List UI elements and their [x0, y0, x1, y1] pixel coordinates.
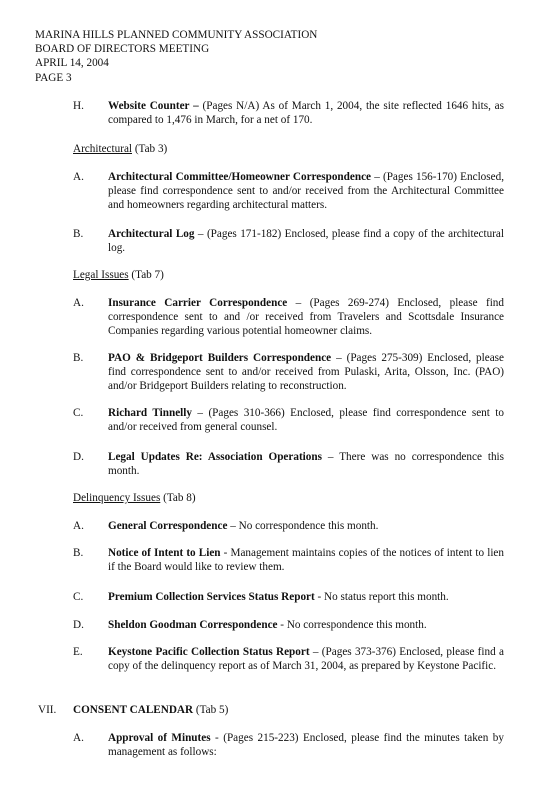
- item-text: (Pages N/A) As of March 1, 2004, the site reflected 1646 hits, as compared to 1,476 in March, for a net of 170.: [108, 100, 505, 127]
- item-general-correspondence: [73, 519, 504, 533]
- item-title: Architectural Committee/Homeowner Correspondence: [108, 171, 371, 183]
- item-title: Richard Tinnelly: [108, 407, 192, 419]
- item-text: – (Pages 269-274) Enclosed, please find correspondence sent to and /or received from Travelers and Scottsdale Insurance Companies regarding various potential homeowner claims.: [108, 297, 504, 338]
- item-title: Premium Collection Services Status Report: [108, 591, 315, 603]
- item-title: Architectural Log: [108, 228, 195, 240]
- item-architectural-log: [73, 227, 504, 255]
- page-number: PAGE 3: [35, 71, 72, 84]
- item-title: Legal Updates Re: Association Operations: [108, 451, 322, 463]
- item-letter: C.: [73, 407, 84, 419]
- roman-numeral: VII.: [38, 704, 57, 716]
- item-text: - (Pages 215-223) Enclosed, please find the minutes taken by management as follows:: [108, 732, 504, 759]
- consent-calendar-tab: (Tab 5): [193, 704, 229, 716]
- item-website-counter: [73, 99, 504, 127]
- item-title: Sheldon Goodman Correspondence: [108, 619, 278, 631]
- association-name: MARINA HILLS PLANNED COMMUNITY ASSOCIATION: [35, 29, 318, 41]
- meeting-name: BOARD OF DIRECTORS MEETING: [35, 43, 210, 56]
- item-title: Approval of Minutes: [108, 732, 211, 744]
- item-letter: B.: [73, 228, 84, 240]
- item-letter: B.: [73, 547, 84, 559]
- item-title: Insurance Carrier Correspondence: [108, 297, 288, 309]
- item-text: – (Pages 156-170) Enclosed, please find correspondence sent to and/or received from the Architectural Committee and homeowners regarding architectural matters.: [108, 171, 504, 212]
- item-pao-bridgeport-correspondence: [73, 351, 504, 394]
- item-letter: B.: [73, 352, 84, 364]
- item-letter: C.: [73, 591, 84, 603]
- meeting-date: APRIL 14, 2004: [35, 57, 109, 70]
- item-text: – (Pages 310-366) Enclosed, please find correspondence sent to and/or received from general counsel.: [108, 407, 504, 434]
- item-title: Notice of Intent to Lien: [108, 547, 221, 559]
- item-text: - No status report this month.: [314, 591, 449, 603]
- item-text: – No correspondence this month.: [227, 520, 379, 532]
- item-letter: D.: [73, 451, 84, 463]
- item-sheldon-goodman-correspondence: [73, 618, 504, 632]
- item-richard-tinnelly: [73, 406, 504, 434]
- item-text: - No correspondence this month.: [277, 619, 427, 631]
- item-insurance-correspondence: [73, 296, 504, 339]
- item-title: Keystone Pacific Collection Status Report: [108, 646, 310, 658]
- item-notice-of-intent-to-lien: [73, 546, 504, 574]
- item-text: – There was no correspondence this month.: [108, 451, 505, 478]
- item-letter: A.: [73, 520, 84, 532]
- section-name: Legal Issues: [73, 269, 129, 281]
- item-approval-of-minutes: [73, 731, 504, 759]
- item-title: General Correspondence: [108, 520, 228, 532]
- item-premium-collection-report: [73, 590, 504, 604]
- item-letter: H.: [73, 100, 84, 112]
- document-header: [35, 28, 317, 85]
- consent-calendar-heading: [73, 703, 228, 717]
- section-name: Architectural: [73, 143, 133, 155]
- item-title: PAO & Bridgeport Builders Correspondence: [108, 352, 332, 364]
- consent-calendar-title: CONSENT CALENDAR: [73, 704, 194, 716]
- item-text: – (Pages 171-182) Enclosed, please find a copy of the architectural log.: [108, 228, 505, 255]
- section-tab: (Tab 7): [128, 269, 164, 281]
- item-letter: A.: [73, 732, 84, 744]
- item-text: - Management maintains copies of the notices of intent to lien if the Board would like to review them.: [108, 547, 504, 574]
- item-letter: A.: [73, 297, 84, 309]
- item-architectural-correspondence: [73, 170, 504, 213]
- section-heading-legal: [73, 268, 164, 282]
- item-legal-updates: [73, 450, 504, 478]
- section-heading-architectural: [73, 142, 167, 156]
- item-title: Website Counter –: [108, 100, 199, 112]
- item-letter: A.: [73, 171, 84, 183]
- item-letter: E.: [73, 646, 83, 658]
- section-tab: (Tab 8): [160, 492, 196, 504]
- section-name: Delinquency Issues: [73, 492, 161, 504]
- section-heading-delinquency: [73, 491, 196, 505]
- section-tab: (Tab 3): [132, 143, 168, 155]
- item-letter: D.: [73, 619, 84, 631]
- item-keystone-collection-report: [73, 645, 504, 673]
- item-text: – (Pages 275-309) Enclosed, please find correspondence sent to and/or received from Pulaski, Arita, Olsson, Inc. (PAO) and/or Bridgeport Builders relating to reconstruction.: [108, 352, 504, 393]
- item-text: – (Pages 373-376) Enclosed, please find a copy of the delinquency report as of March 31, 2004, as prepared by Keystone Pacific.: [108, 646, 504, 673]
